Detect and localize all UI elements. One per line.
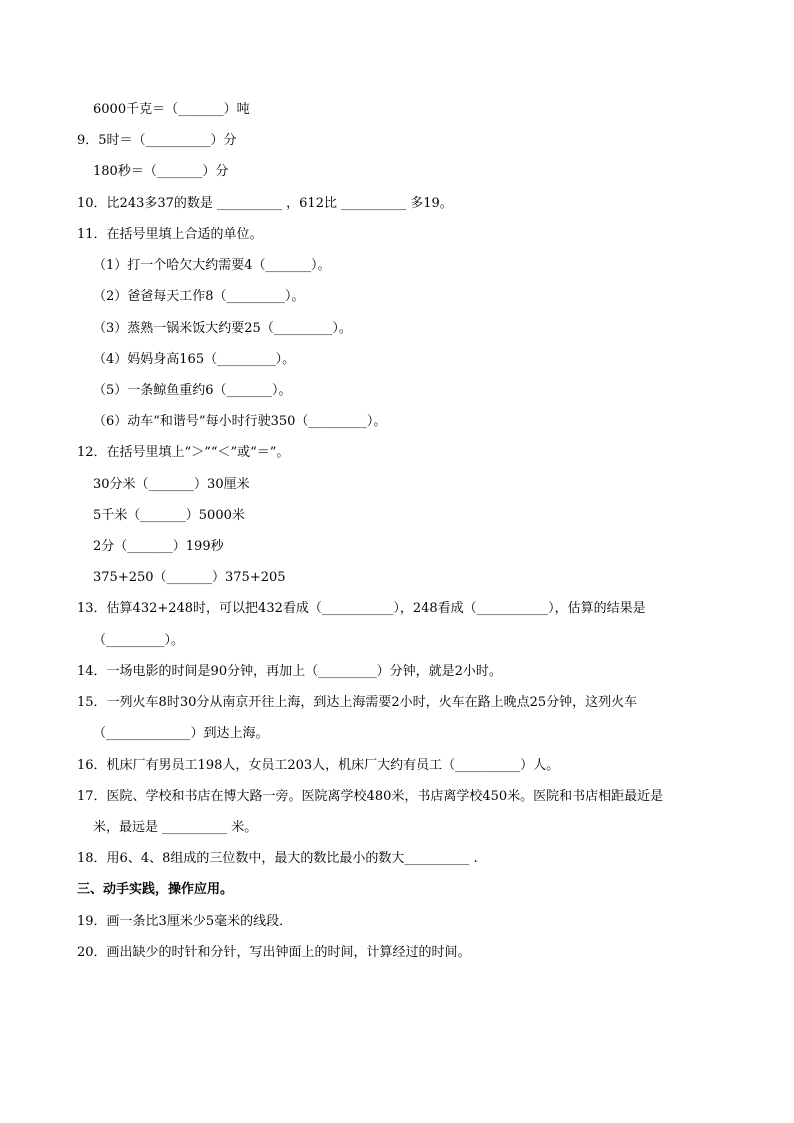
text-line: （_________）。 (93, 633, 185, 648)
sub-item: 375+250（_______）375+205 (93, 570, 286, 585)
question-18: 18．用6、4、8组成的三位数中，最大的数比最小的数大__________ . (77, 851, 478, 866)
sub-item: （1）打一个哈欠大约需要4（_______）。 (93, 258, 331, 273)
question-19: 19．画一条比3厘米少5毫米的线段． (77, 914, 293, 929)
text-line: 6000千克＝（_______）吨 (93, 102, 250, 117)
section-heading: 三、动手实践，操作应用。 (77, 882, 234, 897)
question-16: 16．机床厂有男员工198人，女员工203人，机床厂大约有员工（__________）人。 (77, 758, 560, 773)
text-line: （_____________）到达上海。 (93, 726, 269, 741)
sub-item: 2分（_______）199秒 (93, 539, 224, 554)
sub-item: 5千米（_______）5000米 (93, 508, 245, 523)
question-17: 17．医院、学校和书店在博大路一旁。医院离学校480米，书店离学校450米。医院和书店相距最近是 (77, 789, 664, 804)
question-10: 10．比243多37的数是 __________ ，612比 __________ 多19。 (77, 196, 453, 211)
question-15: 15．一列火车8时30分从南京开往上海，到达上海需要2小时，火车在路上晚点25分钟，这列火车 (77, 695, 638, 710)
sub-item: （4）妈妈身高165（_________）。 (93, 352, 296, 367)
question-11: 11．在括号里填上合适的单位。 (77, 227, 263, 242)
question-9: 9．5时＝（__________）分 (77, 133, 237, 148)
sub-item: 30分米（_______）30厘米 (93, 477, 250, 492)
text-line: 米，最远是 __________ 米。 (93, 820, 258, 835)
sub-item: （3）蒸熟一锅米饭大约要25（_________）。 (93, 321, 352, 336)
question-20: 20．画出缺少的时针和分针，写出钟面上的时间，计算经过的时间。 (77, 945, 471, 960)
sub-item: （2）爸爸每天工作8（_________）。 (93, 289, 305, 304)
sub-item: （5）一条鲸鱼重约6（_______）。 (93, 383, 292, 398)
question-14: 14．一场电影的时间是90分钟，再加上（_________）分钟，就是2小时。 (77, 664, 502, 679)
question-12: 12．在括号里填上“＞”“＜”或“＝”。 (77, 445, 290, 460)
question-13: 13．估算432+248时，可以把432看成（___________），248看成（___________），估算的结果是 (77, 601, 646, 616)
text-line: 180秒＝（_______）分 (93, 164, 229, 179)
sub-item: （6）动车“和谐号”每小时行驶350（_________）。 (93, 414, 387, 429)
